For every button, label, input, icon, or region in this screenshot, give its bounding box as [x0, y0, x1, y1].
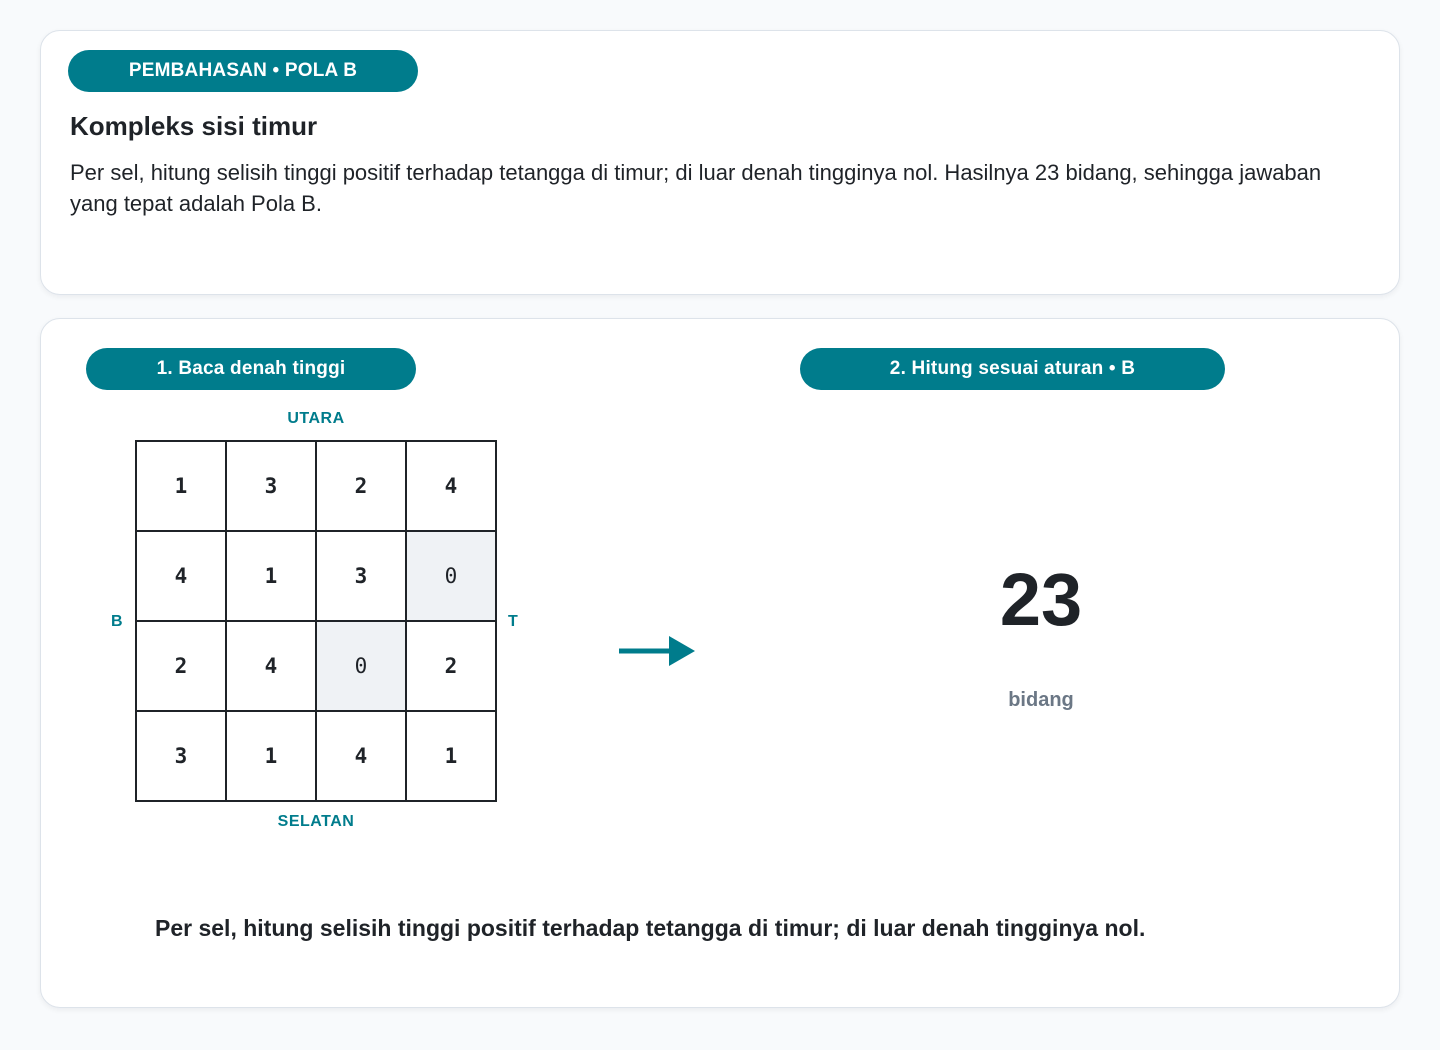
grid-cell: 0 [407, 532, 497, 622]
grid-cell: 1 [227, 712, 317, 802]
grid-cell: 4 [227, 622, 317, 712]
result-unit: bidang [1008, 689, 1074, 711]
grid-cell: 3 [317, 532, 407, 622]
compass-east-label: T [508, 613, 519, 630]
grid-cell: 2 [407, 622, 497, 712]
grid-cell: 4 [407, 442, 497, 532]
step2-badge: 2. Hitung sesuai aturan • B [800, 348, 1225, 390]
grid-cell: 2 [317, 442, 407, 532]
grid-cell: 2 [137, 622, 227, 712]
step1-badge: 1. Baca denah tinggi [86, 348, 416, 390]
grid-cell: 1 [227, 532, 317, 622]
grid-cell: 1 [407, 712, 497, 802]
grid-cell: 1 [137, 442, 227, 532]
rule-summary: Per sel, hitung selisih tinggi positif terhadap tetangga di timur; di luar denah tingginya nol. [155, 915, 1146, 941]
solution-card [40, 318, 1400, 1008]
compass-west-label: B [111, 613, 124, 630]
arrow-right-icon [619, 634, 695, 668]
height-map-grid [135, 440, 497, 802]
grid-cell: 4 [137, 532, 227, 622]
grid-cell: 0 [317, 622, 407, 712]
explanation-badge: PEMBAHASAN • POLA B [68, 50, 418, 92]
explanation-card [40, 30, 1400, 295]
grid-cell: 3 [227, 442, 317, 532]
result-value: 23 [999, 558, 1083, 641]
grid-cell: 4 [317, 712, 407, 802]
explanation-title: Kompleks sisi timur [70, 111, 318, 141]
compass-north-label: UTARA [287, 410, 345, 427]
explanation-description: Per sel, hitung selisih tinggi positif terhadap tetangga di timur; di luar denah tingginya nol. Hasilnya 23 bidang, sehingga jawaban yang tepat adalah Pola B. [70, 160, 1322, 216]
grid-cell: 3 [137, 712, 227, 802]
compass-south-label: SELATAN [277, 813, 355, 830]
